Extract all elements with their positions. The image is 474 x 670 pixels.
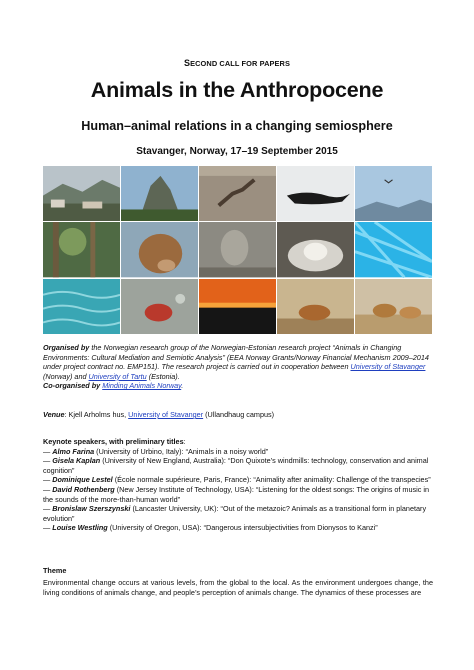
link-university-tartu[interactable]: University of Tartu [88, 371, 147, 381]
link-venue-university[interactable]: University of Stavanger [128, 410, 204, 419]
keynote-list [43, 447, 433, 533]
photo-blue-pattern [355, 222, 432, 277]
photo-lizard-rock [199, 166, 276, 221]
theme-heading: Theme [43, 566, 67, 575]
theme-paragraph: Environmental change occurs at various levels, from the global to the local. As the environment undergoes change, the living conditions of animals change, and people’s perception of animals change. The dynamics of these processes are [43, 578, 433, 597]
speaker-dash: — [43, 456, 53, 466]
photo-stone-relief [199, 222, 276, 277]
speaker-affiliation-title: (New Jersey Institute of Technology, USA): “Listening for the oldest songs: The origins of music in the sounds of the more-than-human world” [43, 484, 430, 504]
keynote-speaker [43, 456, 433, 475]
photo-crab [121, 279, 198, 334]
speaker-dash: — [43, 446, 53, 456]
photo-mountain-town [43, 166, 120, 221]
speaker-name: Bronislaw Szerszynski [52, 504, 131, 514]
link-university-stavanger[interactable]: University of Stavanger [350, 362, 426, 372]
venue-label: Venue [43, 410, 65, 419]
photo-dogs-grass [355, 279, 432, 334]
kicker [0, 58, 474, 68]
photo-animal-in-basin [277, 222, 354, 277]
photo-rock-peak [121, 166, 198, 221]
keynote-speaker [43, 485, 433, 504]
photo-collage [43, 166, 432, 334]
photo-sunset [199, 279, 276, 334]
speaker-affiliation-title: (École normale supérieure, Paris, France): “Animality after animality: Challenge of the transpecies” [112, 475, 431, 485]
speaker-affiliation-title: (University of Urbino, Italy): “Animals in a noisy world” [94, 446, 269, 456]
speaker-dash: — [43, 475, 53, 485]
page-title: Animals in the Anthropocene [90, 78, 384, 102]
venue-text: : Kjell Arholms hus, [64, 410, 129, 419]
kicker-rest: ECOND CALL FOR PAPERS [190, 59, 291, 68]
photo-trees [43, 222, 120, 277]
speaker-affiliation-title: (University of New England, Australia): “Don Quixote’s windmills: technology, conservation and animal cognition” [43, 456, 429, 475]
venue-paragraph [43, 410, 433, 420]
speaker-name: David Rothenberg [52, 484, 115, 494]
speaker-name: Louise Westling [52, 523, 108, 533]
venue-text-2: (Ullandhaug campus) [203, 410, 275, 419]
speaker-affiliation-title: (Lancaster University, UK): “Out of the metazoic? Animals as a transitional form in planetary evolution” [43, 504, 427, 523]
keynote-speaker [43, 523, 433, 533]
photo-bird-silhouette [277, 166, 354, 221]
keynotes-colon: : [183, 437, 186, 446]
speaker-dash: — [43, 484, 53, 494]
photo-dog-display [277, 279, 354, 334]
organised-by-label: Organised by [43, 343, 90, 352]
photo-bird-flight [355, 166, 432, 221]
co-organised-end: . [181, 381, 184, 391]
keynote-speaker [43, 504, 433, 523]
co-organised-label: Co-organised by [43, 381, 101, 391]
photo-camel [121, 222, 198, 277]
speaker-dash: — [43, 523, 53, 533]
speaker-name: Dominique Lestel [52, 475, 113, 485]
event-dateline: Stavanger, Norway, 17–19 September 2015 [136, 146, 338, 157]
organised-text-3: (Estonia). [146, 371, 180, 381]
speaker-name: Gisela Kaplan [52, 456, 101, 466]
page-subtitle: Human–animal relations in a changing semiosphere [81, 119, 393, 133]
keynotes-heading: Keynote speakers, with preliminary titles [43, 437, 184, 446]
keynote-speaker [43, 475, 433, 485]
link-minding-animals[interactable]: Minding Animals Norway [102, 381, 182, 391]
speaker-dash: — [43, 504, 53, 514]
photo-sea [43, 279, 120, 334]
keynotes-section [43, 437, 433, 533]
organised-text-2: (Norway) and [43, 371, 89, 381]
kicker-initial: S [183, 58, 191, 68]
organisers-paragraph [43, 343, 433, 391]
organised-text: the Norwegian research group of the Norwegian-Estonian research project “Animals in Changing Environments: Cultural Mediation and Semiotic Analysis” (EEA Norway Grants/Norway Financial Mechanism 2009–2014 under project contract no. EMP151). The research project is carried out in cooperation between [43, 343, 429, 372]
speaker-name: Almo Farina [52, 446, 95, 456]
keynote-speaker [43, 447, 433, 457]
speaker-affiliation-title: (University of Oregon, USA): “Dangerous intersubjectivities from Dionysos to Kanzi” [107, 523, 378, 533]
